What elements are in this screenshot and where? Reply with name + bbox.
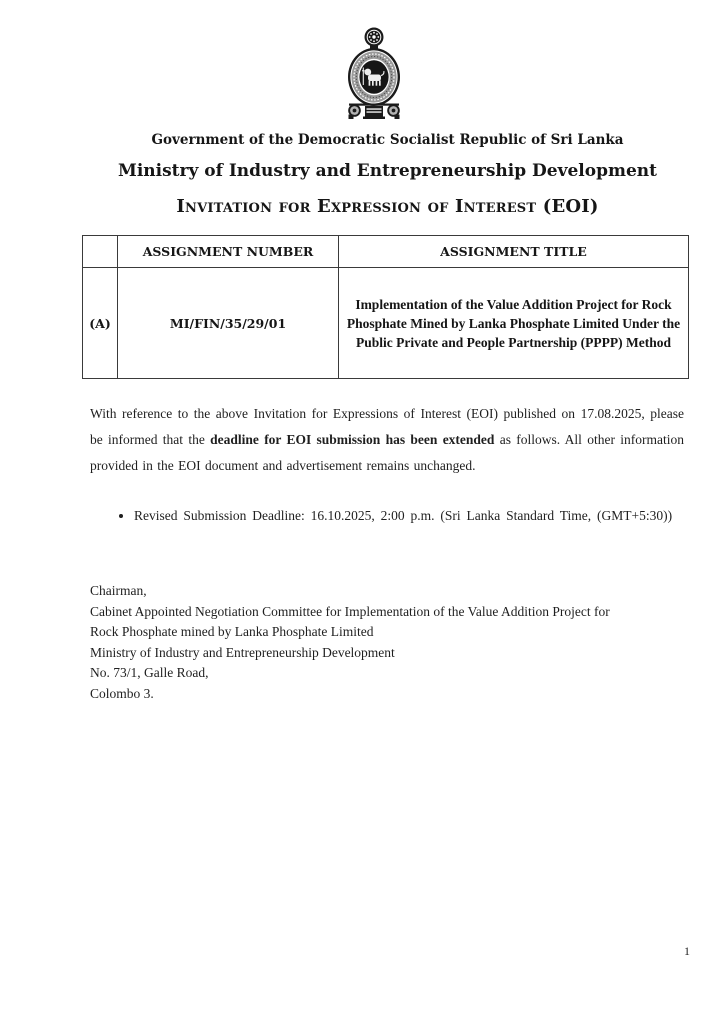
paragraph-bold-text: deadline for EOI submission has been extended [210, 432, 495, 447]
government-line: Government of the Democratic Socialist Republic of Sri Lanka [151, 132, 624, 148]
ministry-line: Ministry of Industry and Entrepreneurship Development [118, 161, 657, 181]
table-header-row [83, 236, 689, 268]
assignment-title-cell: Implementation of the Value Addition Project for Rock Phosphate Mined by Lanka Phosphate Limited Under the Public Private and People Partnership (PPPP) Method [339, 268, 689, 379]
signature-line: Cabinet Appointed Negotiation Committee for Implementation of the Value Addition Project for [90, 603, 610, 619]
bullet-list [90, 505, 684, 527]
signature-line: Chairman, [90, 583, 147, 598]
sri-lanka-state-emblem-icon [341, 27, 407, 120]
table-header-index [83, 236, 118, 268]
paragraph-text-before: With reference to the above Invitation for Expressions of Interest (EOI) published on 17.08.2025, please be informed that the [90, 406, 684, 447]
table-row [83, 268, 689, 379]
assignment-number-cell: MI/FIN/35/29/01 [118, 268, 339, 379]
signature-line: Colombo 3. [90, 685, 154, 701]
revised-deadline-item: • Revised Submission Deadline: 16.10.2025, 2:00 p.m. (Sri Lanka Standard Time, (GMT+5:30)) [134, 505, 684, 527]
signature-line: Rock Phosphate mined by Lanka Phosphate Limited [90, 624, 374, 639]
notice-paragraph [90, 401, 684, 479]
page-title: Invitation for Expression of Interest (EOI) [176, 196, 599, 217]
assignment-index-cell: (A) [83, 268, 118, 379]
paragraph-text-after: as follows. All other information provided in the EOI document and advertisement remains unchanged. [90, 432, 684, 473]
deadline-bullet-section [90, 505, 684, 527]
signature-line: No. 73/1, Galle Road, [90, 665, 209, 680]
table-header-assignment-title: ASSIGNMENT TITLE [339, 236, 689, 268]
page-number: 1 [684, 944, 690, 958]
table-header-assignment-number: ASSIGNMENT NUMBER [118, 236, 339, 268]
signature-line: Ministry of Industry and Entrepreneurship Development [90, 644, 395, 660]
signature-block [90, 581, 684, 704]
assignment-table [82, 235, 689, 379]
